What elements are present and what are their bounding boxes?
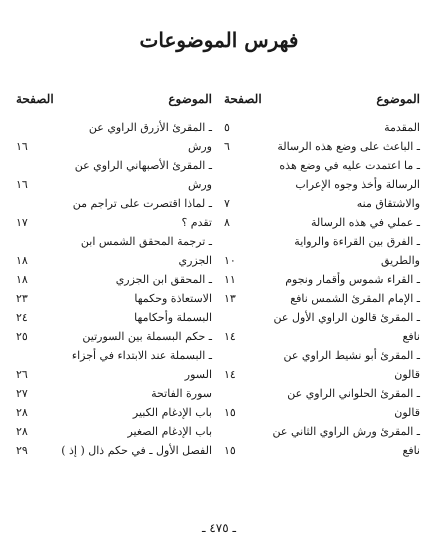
toc-entry-page: ١٠: [224, 254, 236, 267]
toc-column-right: [224, 92, 420, 460]
toc-entry: [224, 384, 420, 403]
toc-entry: [16, 346, 212, 365]
toc-entry-text: تقدم ؟: [181, 216, 212, 229]
toc-entry-text: ـ ما اعتمدت عليه في وضع هذه: [279, 159, 420, 172]
toc-entry-page: ٧: [224, 197, 230, 210]
toc-entry-text: والطريق: [380, 254, 420, 267]
toc-entry: [224, 156, 420, 175]
toc-entry-page: ١٦: [16, 140, 28, 153]
toc-entry: [224, 289, 420, 308]
toc-entry-text: ـ الفرق بين القراءة والرواية: [294, 235, 420, 248]
toc-entry-page: ١٦: [16, 178, 28, 191]
toc-entry-text: الاستعاذة وحكمها: [134, 292, 212, 305]
toc-entry: [16, 194, 212, 213]
toc-entry-text: سورة الفاتحة: [151, 387, 212, 400]
toc-entry: [224, 441, 420, 460]
toc-entry: [16, 137, 212, 156]
toc-entry-page: ٢٥: [16, 330, 28, 343]
toc-column-left: [16, 92, 212, 460]
toc-entry-text: ورش: [187, 178, 212, 191]
toc-entry: [224, 137, 420, 156]
toc-entry-text: ـ الإمام المقرئ الشمس نافع: [290, 292, 420, 305]
toc-entry: [16, 327, 212, 346]
toc-entry-text: باب الإدغام الكبير: [132, 406, 212, 419]
page-number: ـ ٤٧٥ ـ: [201, 521, 237, 535]
toc-entry-text: الجزري: [178, 254, 212, 267]
toc-entry: [224, 327, 420, 346]
toc-entry-page: ٢٨: [16, 406, 28, 419]
toc-entry-page: ١٨: [16, 273, 28, 286]
toc-entry: [224, 175, 420, 194]
topic-header: الموضوع: [376, 92, 420, 106]
toc-entry-text: ـ المقرئ الأزرق الراوي عن: [88, 121, 212, 134]
toc-entry-text: المقدمة: [384, 121, 420, 134]
toc-entry: [16, 156, 212, 175]
toc-entry-text: ـ المقرئ الأصبهاني الراوي عن: [74, 159, 212, 172]
toc-entry-page: ٦: [224, 140, 230, 153]
toc-entry-page: ١٤: [224, 330, 236, 343]
toc-entry-page: ٢٨: [16, 425, 28, 438]
toc-entry: [16, 232, 212, 251]
toc-entry: [224, 308, 420, 327]
toc-entry-text: ـ القراء شموس وأقمار ونجوم: [285, 273, 420, 286]
toc-entry-text: باب الإدغام الصغير: [127, 425, 212, 438]
toc-list-right: [224, 118, 420, 460]
toc-entry-page: ٥: [224, 121, 230, 134]
toc-entry-text: ـ المحقق ابن الجزري: [115, 273, 212, 286]
toc-entry-text: البسملة وأحكامها: [134, 311, 212, 324]
toc-entry: [16, 308, 212, 327]
toc-entry: [16, 175, 212, 194]
toc-entry: [16, 251, 212, 270]
toc-entry-text: ـ ترجمة المحقق الشمس ابن: [80, 235, 212, 248]
toc-entry-page: ١٥: [224, 444, 236, 457]
toc-entry: [224, 232, 420, 251]
toc-entry-page: ١٧: [16, 216, 28, 229]
toc-entry-text: ـ المقرئ ورش الراوي الثاني عن: [272, 425, 420, 438]
toc-entry-text: ـ المقرئ قالون الراوي الأول عن: [273, 311, 420, 324]
page-header: الصفحة: [16, 92, 54, 106]
toc-entry-text: قالون: [394, 368, 420, 381]
toc-entry-text: الفصل الأول ـ في حكم ذال ( إذ ): [61, 444, 212, 457]
toc-entry-text: الرسالة وأخذ وجوه الإعراب: [295, 178, 420, 191]
column-header-left: [16, 92, 212, 112]
toc-entry-page: ١٣: [224, 292, 236, 305]
page-header: الصفحة: [224, 92, 262, 106]
toc-entry: [16, 422, 212, 441]
toc-entry: [16, 441, 212, 460]
column-header-right: [224, 92, 420, 112]
toc-entry: [224, 118, 420, 137]
toc-entry: [224, 270, 420, 289]
page-title: فهرس الموضوعات: [139, 28, 299, 52]
toc-entry: [16, 213, 212, 232]
toc-entry-text: السور: [184, 368, 212, 381]
toc-entry: [224, 194, 420, 213]
topic-header: الموضوع: [168, 92, 212, 106]
toc-entry-page: ٢٧: [16, 387, 28, 400]
toc-entry: [16, 384, 212, 403]
toc-entry-text: ـ المقرئ الحلواني الراوي عن: [287, 387, 420, 400]
toc-entry-page: ٢٣: [16, 292, 28, 305]
toc-entry: [16, 365, 212, 384]
toc-entry: [16, 289, 212, 308]
toc-entry-text: ورش: [187, 140, 212, 153]
toc-entry-page: ١٨: [16, 254, 28, 267]
toc-entry-text: ـ حكم البسملة بين السورتين: [82, 330, 212, 343]
toc-entry: [16, 403, 212, 422]
toc-entry-page: ١١: [224, 273, 236, 286]
toc-entry: [16, 270, 212, 289]
toc-entry-page: ٢٦: [16, 368, 28, 381]
toc-entry-text: والاشتقاق منه: [356, 197, 420, 210]
toc-entry-page: ٢٤: [16, 311, 28, 324]
toc-entry-page: ١٥: [224, 406, 236, 419]
toc-entry-text: ـ البسملة عند الابتداء في أجزاء: [71, 349, 212, 362]
toc-entry-page: ٨: [224, 216, 230, 229]
toc-entry: [224, 251, 420, 270]
toc-entry-text: نافع: [402, 330, 420, 343]
toc-entry-text: نافع: [402, 444, 420, 457]
toc-entry: [224, 213, 420, 232]
toc-entry: [224, 422, 420, 441]
toc-entry-text: ـ عملي في هذه الرسالة: [310, 216, 420, 229]
toc-entry-text: ـ المقرئ أبو نشيط الراوي عن: [283, 349, 420, 362]
toc-entry: [224, 365, 420, 384]
toc-entry-text: ـ لماذا اقتصرت على تراجم من: [72, 197, 212, 210]
toc-entry: [224, 403, 420, 422]
toc-entry: [224, 346, 420, 365]
toc-entry-text: ـ الباعث على وضع هذه الرسالة: [277, 140, 420, 153]
toc-entry-text: قالون: [394, 406, 420, 419]
toc-entry-page: ٢٩: [16, 444, 28, 457]
toc-entry: [16, 118, 212, 137]
toc-list-left: [16, 118, 212, 460]
toc-entry-page: ١٤: [224, 368, 236, 381]
